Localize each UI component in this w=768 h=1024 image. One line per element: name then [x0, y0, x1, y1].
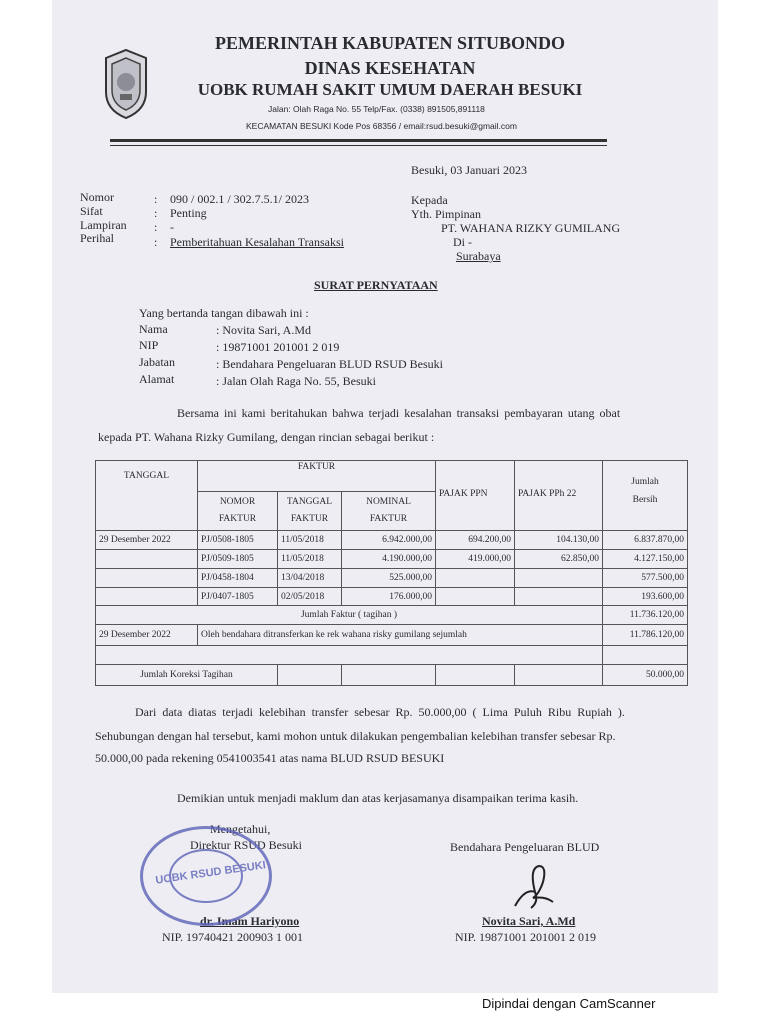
- row-bersih: 6.837.870,00: [603, 531, 688, 550]
- th-nominal: NOMINAL: [366, 497, 411, 508]
- row-bersih: 577.500,00: [603, 568, 688, 587]
- row-nominal: 525.000,00: [342, 568, 436, 587]
- row-pph: [515, 587, 603, 606]
- th-tgl: TANGGAL: [286, 497, 333, 508]
- header-rule-thin: [110, 145, 607, 146]
- sign-right-name: Novita Sari, A.Md: [482, 914, 576, 928]
- th-jumlah-bersih: [603, 461, 688, 531]
- recipient-kepada: Kepada: [411, 193, 448, 207]
- para1-line1: Bersama ini kami beritahukan bahwa terjadi kesalahan transaksi pembayaran utang obat: [177, 406, 621, 420]
- sifat-label: Sifat: [80, 204, 103, 218]
- signer-alamat-value: : Jalan Olah Raga No. 55, Besuki: [216, 374, 376, 388]
- th-bersih: Bersih: [632, 495, 658, 505]
- row-tgl: 13/04/2018: [278, 568, 342, 587]
- table-row: [96, 549, 688, 568]
- th-faktur: FAKTUR: [198, 461, 436, 492]
- signer-name-value: : Novita Sari, A.Md: [216, 323, 311, 337]
- sifat-value: Penting: [170, 206, 207, 220]
- nomor-colon: :: [154, 192, 158, 206]
- row-pph: 62.850,00: [515, 549, 603, 568]
- transfer-label: Oleh bendahara ditransferkan ke rek wahana risky gumilang sejumlah: [198, 625, 603, 646]
- row-pph: 104.130,00: [515, 531, 603, 550]
- stamp-text: UOBK RSUD BESUKI: [154, 859, 267, 887]
- sign-right-role: Bendahara Pengeluaran BLUD: [450, 840, 600, 854]
- sign-right-nip: NIP. 19871001 201001 2 019: [455, 930, 597, 944]
- table-row-koreksi: [96, 665, 688, 686]
- th-pph: PAJAK PPh 22: [515, 461, 603, 531]
- table-row: [96, 587, 688, 606]
- row-bersih: 4.127.150,00: [603, 549, 688, 568]
- table-row-empty: [96, 646, 688, 665]
- row-nominal: 4.190.000,00: [342, 549, 436, 568]
- para2-line1: Dari data diatas terjadi kelebihan transfer sebesar Rp. 50.000,00 ( Lima Puluh Ribu Rupiah ).: [135, 705, 625, 719]
- letter-date: Besuki, 03 Januari 2023: [411, 163, 527, 177]
- sifat-colon: :: [154, 206, 158, 220]
- th-tgl2: FAKTUR: [290, 514, 329, 525]
- row-ppn: 419.000,00: [436, 549, 515, 568]
- row-nomor: PJ/0458-1804: [198, 568, 278, 587]
- transfer-value: 11.786.120,00: [603, 625, 688, 646]
- signer-nip-label: NIP: [139, 338, 159, 352]
- lampiran-colon: :: [154, 220, 158, 234]
- letter-title: SURAT PERNYATAAN: [314, 278, 438, 292]
- signer-alamat-label: Alamat: [139, 372, 175, 386]
- header-rule-thick: [110, 139, 607, 142]
- row-nominal: 176.000,00: [342, 587, 436, 606]
- th-tanggal-faktur: [278, 492, 342, 531]
- transfer-date: 29 Desember 2022: [96, 625, 198, 646]
- table-row: [96, 568, 688, 587]
- row-tanggal: [96, 568, 198, 587]
- row-tgl: 11/05/2018: [278, 531, 342, 550]
- row-pph: [515, 568, 603, 587]
- header-government: PEMERINTAH KABUPATEN SITUBONDO: [214, 33, 566, 53]
- recipient-company: PT. WAHANA RIZKY GUMILANG: [441, 221, 621, 235]
- sign-left-role: Direktur RSUD Besuki: [190, 838, 302, 852]
- signature-mark-icon: [505, 858, 565, 914]
- sign-left-nip: NIP. 19740421 200903 1 001: [162, 930, 304, 944]
- row-tanggal: [96, 587, 198, 606]
- th-nomor-faktur: [198, 492, 278, 531]
- row-ppn: [436, 568, 515, 587]
- para2-line3: 50.000,00 pada rekening 0541003541 atas nama BLUD RSUD BESUKI: [95, 751, 445, 765]
- official-stamp: [140, 826, 272, 926]
- intro-text: Yang bertanda tangan dibawah ini :: [139, 306, 309, 320]
- koreksi-value: 50.000,00: [603, 665, 688, 686]
- signer-nip-value: : 19871001 201001 2 019: [216, 340, 340, 354]
- perihal-value: Pemberitahuan Kesalahan Transaksi: [170, 235, 344, 249]
- nomor-value: 090 / 002.1 / 302.7.5.1/ 2023: [170, 192, 310, 206]
- th-ppn: PAJAK PPN: [436, 461, 515, 531]
- header-address: Jalan: Olah Raga No. 55 Telp/Fax. (0338) 891505,891118: [268, 104, 485, 114]
- th-nomor: NOMOR: [219, 497, 256, 508]
- recipient-city: Surabaya: [456, 249, 501, 263]
- recipient-yth: Yth. Pimpinan: [411, 207, 482, 221]
- jumlah-faktur-value: 11.736.120,00: [603, 606, 688, 625]
- invoice-table: [95, 460, 688, 686]
- signer-jabatan-label: Jabatan: [139, 355, 175, 369]
- row-tgl: 11/05/2018: [278, 549, 342, 568]
- perihal-label: Perihal: [80, 231, 114, 245]
- row-nomor: PJ/0508-1805: [198, 531, 278, 550]
- row-nomor: PJ/0509-1805: [198, 549, 278, 568]
- para2-line2: Sehubungan dengan hal tersebut, kami mohon untuk dilakukan pengembalian kelebihan transfer sebesar Rp.: [95, 729, 616, 743]
- perihal-colon: :: [154, 235, 158, 249]
- nomor-label: Nomor: [80, 190, 114, 204]
- para1-line2: kepada PT. Wahana Rizky Gumilang, dengan rincian sebagai berikut :: [98, 430, 435, 444]
- row-tgl: 02/05/2018: [278, 587, 342, 606]
- header-hospital: UOBK RUMAH SAKIT UMUM DAERAH BESUKI: [197, 80, 583, 99]
- table-row-total: [96, 606, 688, 625]
- row-ppn: [436, 587, 515, 606]
- th-nominal2: FAKTUR: [369, 514, 408, 525]
- th-tanggal: TANGGAL: [96, 461, 198, 531]
- signer-jabatan-value: : Bendahara Pengeluaran BLUD RSUD Besuki: [216, 357, 443, 371]
- table-row: [96, 531, 688, 550]
- th-nomor2: FAKTUR: [218, 514, 257, 525]
- row-tanggal: [96, 549, 198, 568]
- lampiran-value: -: [170, 220, 174, 234]
- th-nominal-faktur: [342, 492, 436, 531]
- recipient-di: Di -: [453, 235, 472, 249]
- jumlah-faktur-label: Jumlah Faktur ( tagihan ): [96, 606, 603, 625]
- signer-name-label: Nama: [139, 322, 168, 336]
- scanner-watermark: Dipindai dengan CamScanner: [482, 996, 656, 1011]
- row-tanggal: 29 Desember 2022: [96, 531, 198, 550]
- closing-text: Demikian untuk menjadi maklum dan atas kerjasamanya disampaikan terima kasih.: [177, 791, 579, 805]
- lampiran-label: Lampiran: [80, 218, 127, 232]
- row-bersih: 193.600,00: [603, 587, 688, 606]
- sign-left-mengetahui: Mengetahui,: [210, 822, 271, 836]
- table-row-transfer: [96, 625, 688, 646]
- row-nominal: 6.942.000,00: [342, 531, 436, 550]
- row-ppn: 694.200,00: [436, 531, 515, 550]
- header-contact: KECAMATAN BESUKI Kode Pos 68356 / email:rsud.besuki@gmail.com: [246, 121, 517, 131]
- koreksi-label: Jumlah Koreksi Tagihan: [96, 665, 278, 686]
- th-jumlah: Jumlah: [631, 477, 659, 487]
- row-nomor: PJ/0407-1805: [198, 587, 278, 606]
- header-department: DINAS KESEHATAN: [304, 58, 476, 78]
- sign-left-name: dr. Imam Hariyono: [200, 914, 300, 928]
